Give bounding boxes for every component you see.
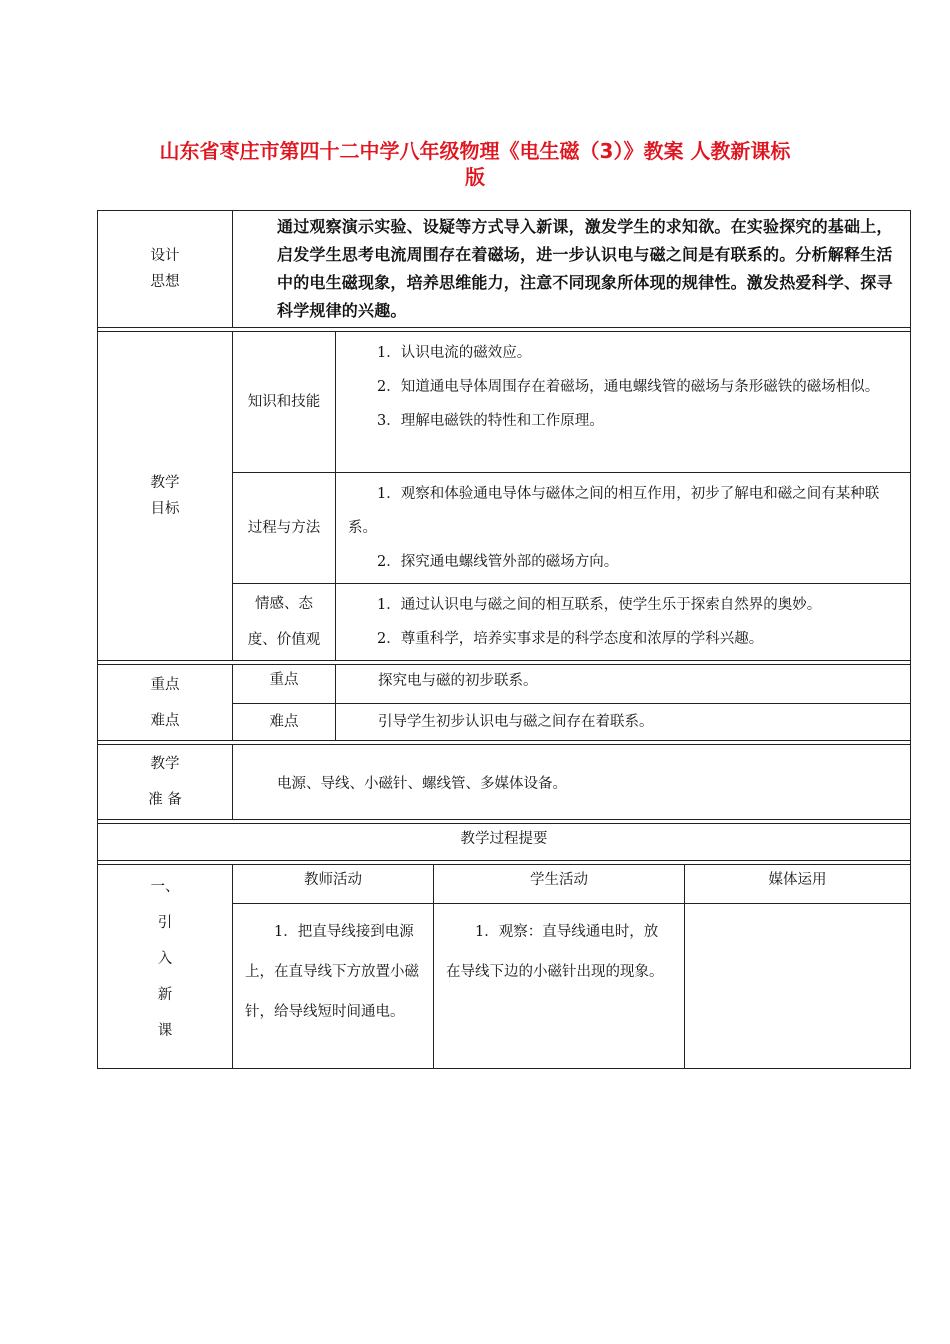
process-item: 1．观察和体验通电导体与磁体之间的相互作用，初步了解电和磁之间有某种联系。 [348,486,880,536]
lesson-plan-table [97,210,911,1069]
col-teacher-activity: 教师活动 [233,865,434,904]
student-activity-text: 1．观察：直导线通电时，放在导线下边的小磁针出现的现象。 [434,904,685,1069]
title-line-2: 版 [465,165,485,189]
process-header-row [98,824,911,861]
process-label: 过程与方法 [233,473,336,584]
media-usage-text [685,904,911,1069]
objective-knowledge-row [98,332,911,473]
col-student-activity: 学生活动 [434,865,685,904]
design-row [98,211,911,328]
prep-row [98,745,911,820]
emotion-item: 2．尊重科学，培养实事求是的科学态度和浓厚的学科兴趣。 [377,631,764,647]
title-line-1: 山东省枣庄市第四十二中学八年级物理《电生磁（3）》教案 人教新课标 [159,139,791,163]
document-title [100,138,850,190]
knowledge-label: 知识和技能 [233,332,336,473]
emotion-label: 情感、态 度、价值观 [233,584,336,661]
difficulty-label: 难点 [233,704,336,741]
key-label: 重点 难点 [98,665,233,741]
process-header: 教学过程提要 [98,824,911,861]
knowledge-items [336,332,911,473]
difficulty-text: 引导学生初步认识电与磁之间存在着联系。 [336,704,911,741]
objectives-label: 教学 目标 [98,332,233,661]
intro-label: 一、 引 入 新 课 [98,865,233,1069]
teacher-activity-text: 1．把直导线接到电源上，在直导线下方放置小磁针，给导线短时间通电。 [233,904,434,1069]
process-items [336,473,911,584]
col-media-usage: 媒体运用 [685,865,911,904]
focus-label: 重点 [233,665,336,704]
intro-header-row [98,865,911,904]
emotion-items [336,584,911,661]
prep-text: 电源、导线、小磁针、螺线管、多媒体设备。 [233,745,911,820]
knowledge-item: 2．知道通电导体周围存在着磁场，通电螺线管的磁场与条形磁铁的磁场相似。 [377,379,880,395]
knowledge-item: 3．理解电磁铁的特性和工作原理。 [377,413,604,429]
knowledge-item: 1．认识电流的磁效应。 [377,345,532,361]
design-label: 设计 思想 [98,211,233,328]
focus-text: 探究电与磁的初步联系。 [336,665,911,704]
emotion-item: 1．通过认识电与磁之间的相互联系，使学生乐于探索自然界的奥妙。 [377,597,822,613]
prep-label: 教学 准 备 [98,745,233,820]
focus-row [98,665,911,704]
process-item: 2．探究通电螺线管外部的磁场方向。 [377,554,619,570]
design-text: 通过观察演示实验、设疑等方式导入新课，激发学生的求知欲。在实验探究的基础上，启发学生思考电流周围存在着磁场，进一步认识电与磁之间是有联系的。分析解释生活中的电生磁现象，培养思维能力，注意不同现象所体现的规律性。激发热爱科学、探寻科学规律的兴趣。 [233,211,911,328]
